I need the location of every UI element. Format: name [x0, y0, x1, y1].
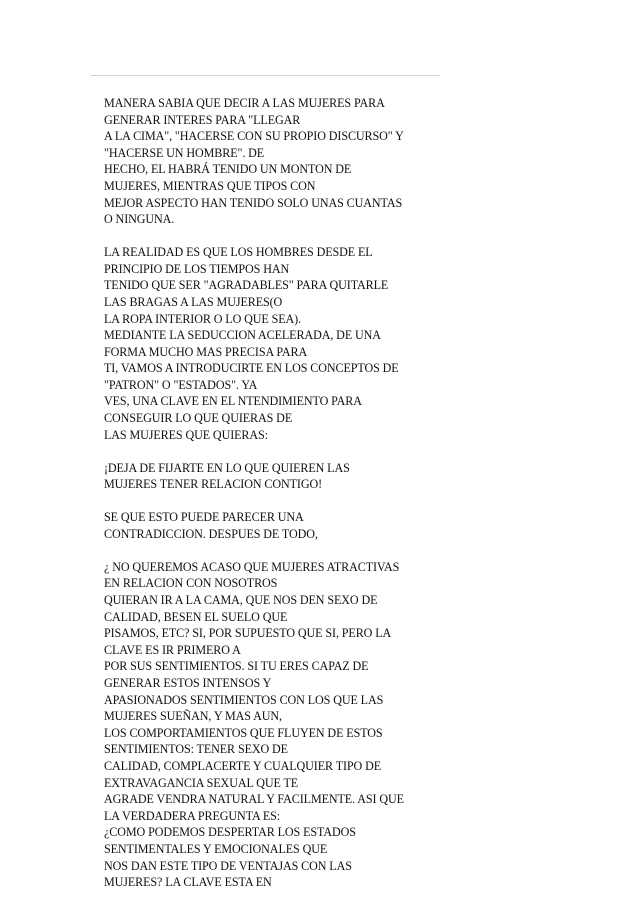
- text-line: SENTIMIENTOS: TENER SEXO DE: [104, 742, 288, 757]
- text-line: FORMA MUCHO MAS PRECISA PARA: [104, 344, 308, 359]
- paragraph: [104, 509, 449, 542]
- text-line: SENTIMENTALES Y EMOCIONALES QUE: [104, 841, 328, 856]
- paragraph: [104, 460, 449, 493]
- paragraph: [104, 559, 449, 891]
- text-line: LAS BRAGAS A LAS MUJERES(O: [104, 294, 283, 309]
- text-line: SE QUE ESTO PUEDE PARECER UNA: [104, 510, 304, 525]
- paragraph: [104, 244, 449, 443]
- text-line: NOS DAN ESTE TIPO DE VENTAJAS CON LAS: [104, 858, 352, 873]
- text-line: QUIERAN IR A LA CAMA, QUE NOS DEN SEXO DE: [104, 593, 378, 607]
- text-line: ¿ NO QUEREMOS ACASO QUE MUJERES ATRACTIVAS: [104, 559, 400, 574]
- text-line: LAS MUJERES QUE QUIERAS:: [104, 427, 268, 442]
- text-line: EXTRAVAGANCIA SEXUAL QUE TE: [104, 775, 299, 790]
- text-line: TI, VAMOS A INTRODUCIRTE EN LOS CONCEPTOS DE: [104, 361, 399, 376]
- text-line: AGRADE VENDRA NATURAL Y FACILMENTE. ASI QUE: [104, 792, 404, 807]
- text-line: LA VERDADERA PREGUNTA ES:: [104, 808, 281, 823]
- text-line: MUJERES TENER RELACION CONTIGO!: [104, 477, 323, 492]
- text-line: APASIONADOS SENTIMIENTOS CON LOS QUE LAS: [104, 692, 384, 707]
- text-line: MEDIANTE LA SEDUCCION ACELERADA, DE UNA: [104, 328, 381, 343]
- text-line: MEJOR ASPECTO HAN TENIDO SOLO UNAS CUANTAS: [104, 195, 403, 210]
- text-line: O NINGUNA.: [104, 212, 175, 227]
- document-body: [104, 95, 449, 891]
- text-line: CLAVE ES IR PRIMERO A: [104, 642, 241, 657]
- header-divider: [91, 75, 440, 76]
- text-line: LA ROPA INTERIOR O LO QUE SEA).: [104, 311, 302, 326]
- text-line: CONSEGUIR LO QUE QUIERAS DE: [104, 411, 293, 426]
- text-line: GENERAR INTERES PARA "LLEGAR: [104, 112, 301, 127]
- text-line: GENERAR ESTOS INTENSOS Y: [104, 675, 272, 690]
- text-line: MANERA SABIA QUE DECIR A LAS MUJERES PARA: [104, 96, 385, 110]
- text-line: PRINCIPIO DE LOS TIEMPOS HAN: [104, 261, 290, 276]
- text-line: PISAMOS, ETC? SI, POR SUPUESTO QUE SI, PERO LA: [104, 626, 392, 641]
- text-line: ¡DEJA DE FIJARTE EN LO QUE QUIEREN LAS: [104, 460, 350, 475]
- text-line: LOS COMPORTAMIENTOS QUE FLUYEN DE ESTOS: [104, 725, 383, 740]
- text-line: TENIDO QUE SER "AGRADABLES" PARA QUITARLE: [104, 278, 389, 293]
- text-line: LA REALIDAD ES QUE LOS HOMBRES DESDE EL: [104, 245, 373, 260]
- text-line: A LA CIMA", "HACERSE CON SU PROPIO DISCURSO" Y: [104, 129, 404, 144]
- paragraph: [104, 95, 449, 228]
- text-line: VES, UNA CLAVE EN EL NTENDIMIENTO PARA: [104, 394, 362, 409]
- text-line: "HACERSE UN HOMBRE". DE: [104, 145, 265, 160]
- text-line: CONTRADICCION. DESPUES DE TODO,: [104, 526, 318, 541]
- text-line: "PATRON" O "ESTADOS". YA: [104, 377, 258, 392]
- text-line: HECHO, EL HABRÁ TENIDO UN MONTON DE: [104, 162, 352, 177]
- text-line: MUJERES, MIENTRAS QUE TIPOS CON: [104, 178, 316, 193]
- text-line: ¿COMO PODEMOS DESPERTAR LOS ESTADOS: [104, 825, 356, 840]
- text-line: MUJERES SUEÑAN, Y MAS AUN,: [104, 709, 282, 724]
- text-line: POR SUS SENTIMIENTOS. SI TU ERES CAPAZ DE: [104, 659, 369, 674]
- text-line: CALIDAD, COMPLACERTE Y CUALQUIER TIPO DE: [104, 758, 382, 773]
- text-line: MUJERES? LA CLAVE ESTA EN: [104, 875, 272, 890]
- text-line: CALIDAD, BESEN EL SUELO QUE: [104, 609, 288, 624]
- text-line: EN RELACION CON NOSOTROS: [104, 576, 278, 591]
